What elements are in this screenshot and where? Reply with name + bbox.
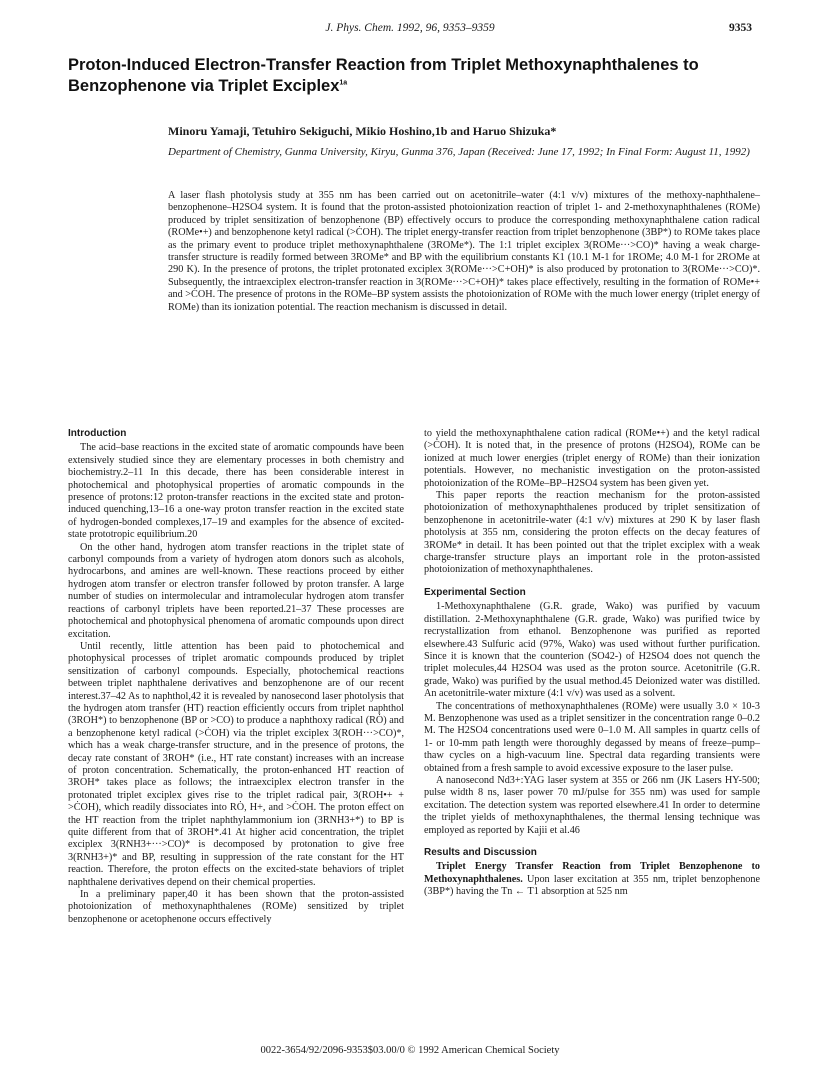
paragraph: A nanosecond Nd3+:YAG laser system at 355 or 266 nm (JK Lasers HY-500; pulse width 8 ns, laser power 70 mJ/pulse for 355 nm) was used for sample excitation. The detection system was reported elsewhere.41 In order to determine the triplet yields of methoxynaphthalenes, the thermal lensing technique was employed as reported by Kajii et al.46	[424, 774, 760, 836]
copyright-footer: 0022-3654/92/2096-9353$03.00/0 © 1992 American Chemical Society	[260, 1045, 560, 1056]
paragraph: On the other hand, hydrogen atom transfer reactions in the triplet state of carbonyl compounds from a variety of hydrogen atom donors such as alcohols, hydrocarbons, and amines are well-known. These reactions proceed by either hydrogen atom transfer or electron transfer followed by proton transfer. A large number of studies on intermolecular and intramolecular hydrogen atom transfer reactions of carbonyl triplets have been reported.21–37 These processes are photochemical and photophysical phenomena of aromatic compounds upon direct excitation.	[68, 541, 404, 640]
paragraph: to yield the methoxynaphthalene cation radical (ROMe•+) and the ketyl radical (>ĊOH). It is noted that, in the presence of protons (H2SO4), ROMe can be ionized at much lower energies (triplet energy of ROMe) than their ionization potentials. However, no mechanistic investigation on the proton-assisted photoionization of the ROMe–BP–H2SO4 system has been given yet.	[424, 428, 760, 489]
article-title	[68, 55, 758, 97]
subsection-heading: Triplet Energy Transfer Reaction from Triplet Benzophenone to Methoxynaphthalenes.	[424, 861, 760, 885]
abstract	[168, 190, 760, 314]
author-list: Minoru Yamaji, Tetuhiro Sekiguchi, Mikio Hoshino,1b and Haruo Shizuka*	[168, 124, 557, 138]
left-column	[68, 428, 404, 926]
paragraph	[424, 861, 760, 898]
paragraph: The acid–base reactions in the excited state of aromatic compounds have been extensively studied since they are elementary processes in both chemistry and biochemistry.2–11 In this decade, there has been considerable interest in photochemical and photophysical properties of aromatic compounds in the presence of protons:12 proton-transfer reactions in the excited state and proton-induced quenching,13–16 a one-way proton transfer reaction in the excited state of hydrogen-bonded complexes,17–19 and examples for the absence of excited-state prototropic equilibrium.20	[68, 442, 404, 541]
journal-citation: J. Phys. Chem. 1992, 96, 9353–9359	[325, 22, 495, 34]
page-number: 9353	[729, 22, 752, 34]
paragraph: The concentrations of methoxynaphthalenes (ROMe) were usually 3.0 × 10-3 M. Benzophenone was used as a triplet sensitizer in the concentration range 0–0.2 M. The H2SO4 concentrations used were 0–1.0 M. All samples in quartz cells of 1- or 10-mm path length were thoroughly degassed by means of freeze–pump–thaw cycles on a high-vacuum line. Spectral data regarding transients were obtained from a fresh sample to avoid excessive exposure to the laser pulse.	[424, 700, 760, 774]
paragraph-text: Upon laser excitation at 355 nm, triplet benzophenone (3BP*) having the Tn ← T1 absorption at 525 nm	[424, 873, 761, 898]
section-heading-experimental: Experimental Section	[424, 586, 526, 598]
paragraph: 1-Methoxynaphthalene (G.R. grade, Wako) was purified by vacuum distillation. 2-Methoxynaphthalene (G.R. grade, Wako) was purified twice by recrystallization from ethanol. Benzophenone was purified as reported elsewhere.43 Sulfuric acid (97%, Wako) was used without further purification. Since it is known that the counterion (SO42-) of H2SO4 does not quench the triplet molecules,44 H2SO4 was used as the proton source. Acetonitrile (G.R. grade, Wako) was purified by the usual method.45 Deionized water was distilled. An acetonitrile-water mixture (4:1 v/v) was used as a solvent.	[424, 601, 760, 700]
running-header	[0, 22, 820, 38]
abstract-text: A laser flash photolysis study at 355 nm has been carried out on acetonitrile–water (4:1 v/v) mixtures of the methoxy-naphthalene–benzophenone–H2SO4 system. It is found that the proton-assisted photoionization reaction of triplet 1- and 2-methoxynaphthalenes (ROMe) produced by triplet sensitization of benzophenone (BP) effectively occurs to produce the corresponding methoxynaphthalene cation radical (ROMe•+) and benzophenone ketyl radical (>ĊOH). The triplet energy-transfer reaction from triplet benzophenone (3BP*) to ROMe takes place as the primary event to produce triplet methoxynaphthalene (3ROMe*). The 1:1 triplet exciplex 3(ROMe···>CO)* having a weak charge-transfer structure is readily formed between 3ROMe* and BP with the equilibrium constants K1 (10.1 M-1 for 1ROMe; 4.0 M-1 for 2ROMe at 290 K). In the presence of protons, the triplet protonated exciplex 3(ROMe···>C+OH)* is also produced by protonation to 3(ROMe···>CO)*. Subsequently, the intraexciplex electron-transfer reaction in 3(ROMe···>C+OH)* takes place effectively, resulting in the formation of ROMe•+ and >ĊOH. The presence of protons in the ROMe–BP system assists the photoionization of ROMe with the much lower energy (triplet energy of ROMe) than its ionization potential. The reaction mechanism is discussed in detail.	[168, 190, 760, 313]
paragraph: Until recently, little attention has been paid to photochemical and photophysical processes of triplet aromatic compounds produced by triplet sensitization of carbonyl compounds. Especially, photochemical reactions between triplet naphthalene derivatives and benzophenone are of our recent interest.37–42 As to naphthol,42 it is revealed by nanosecond laser photolysis that the hydrogen atom transfer (HT) reaction efficiently occurs from triplet naphthol (3ROH*) to benzophenone (BP or >CO) to produce a naphthoxy radical (RȮ) and a benzophenone ketyl radical (>ĊOH) via the triplet exciplex 3(ROH···>CO)*, which has a weak charge-transfer structure, and in the presence of protons, the decay rate constant of 3ROH* (i.e., HT rate constant) increases with an increase of proton concentration. Schematically, the proton-enhanced HT reaction of 3ROH* takes place as follows; the intraexciplex electron transfer in the protonated triplet exciplex gives rise to the triplet radical pair, 3(ROH•+ + >ĊOH), which readily dissociates into RȮ, H+, and >ĊOH. The proton effect on the HT reaction from the triplet naphthylammonium ion (3RNH3+*) to BP is quite different from that of 3ROH*.41 At higher acid concentration, the triplet exciplex 3(RNH3+···>CO)* is decomposed by protonation to give free 3(RNH3+)* and BP, resulting in suppression of the rate constant for the HT reaction. Therefore, the proton effects on the excited-state behaviors of triplet naphthalene derivatives depend on their chemical properties.	[68, 640, 404, 888]
right-column	[424, 428, 760, 899]
paragraph: This paper reports the reaction mechanism for the proton-assisted photoionization of methoxynaphthalenes produced by triplet sensitization of benzophenone in acetonitrile-water (4:1 v/v) mixtures at 290 K by laser flash photolysis at 355 nm, considering the proton effects on the decay features of 3ROMe* in detail. It has been pointed out that the triplet exciplex with a weak charge-transfer structure plays an important role in the proton-assisted photoionization of methoxynaphthalenes.	[424, 490, 760, 576]
article-title-text: Proton-Induced Electron-Transfer Reaction from Triplet Methoxynaphthalenes to Benzophenone via Triplet Exciplex	[68, 56, 699, 95]
title-footnote-marker: 1a	[339, 79, 348, 87]
section-heading-results: Results and Discussion	[424, 847, 537, 858]
affiliation: Department of Chemistry, Gunma University, Kiryu, Gunma 376, Japan (Received: June 17, 1992; In Final Form: August 11, 1992)	[168, 146, 750, 158]
paragraph: In a preliminary paper,40 it has been shown that the proton-assisted photoionization of methoxynaphthalenes (ROMe) sensitized by triplet benzophenone or acetophenone occurs effectively	[68, 889, 404, 925]
section-heading-introduction: Introduction	[68, 428, 127, 439]
